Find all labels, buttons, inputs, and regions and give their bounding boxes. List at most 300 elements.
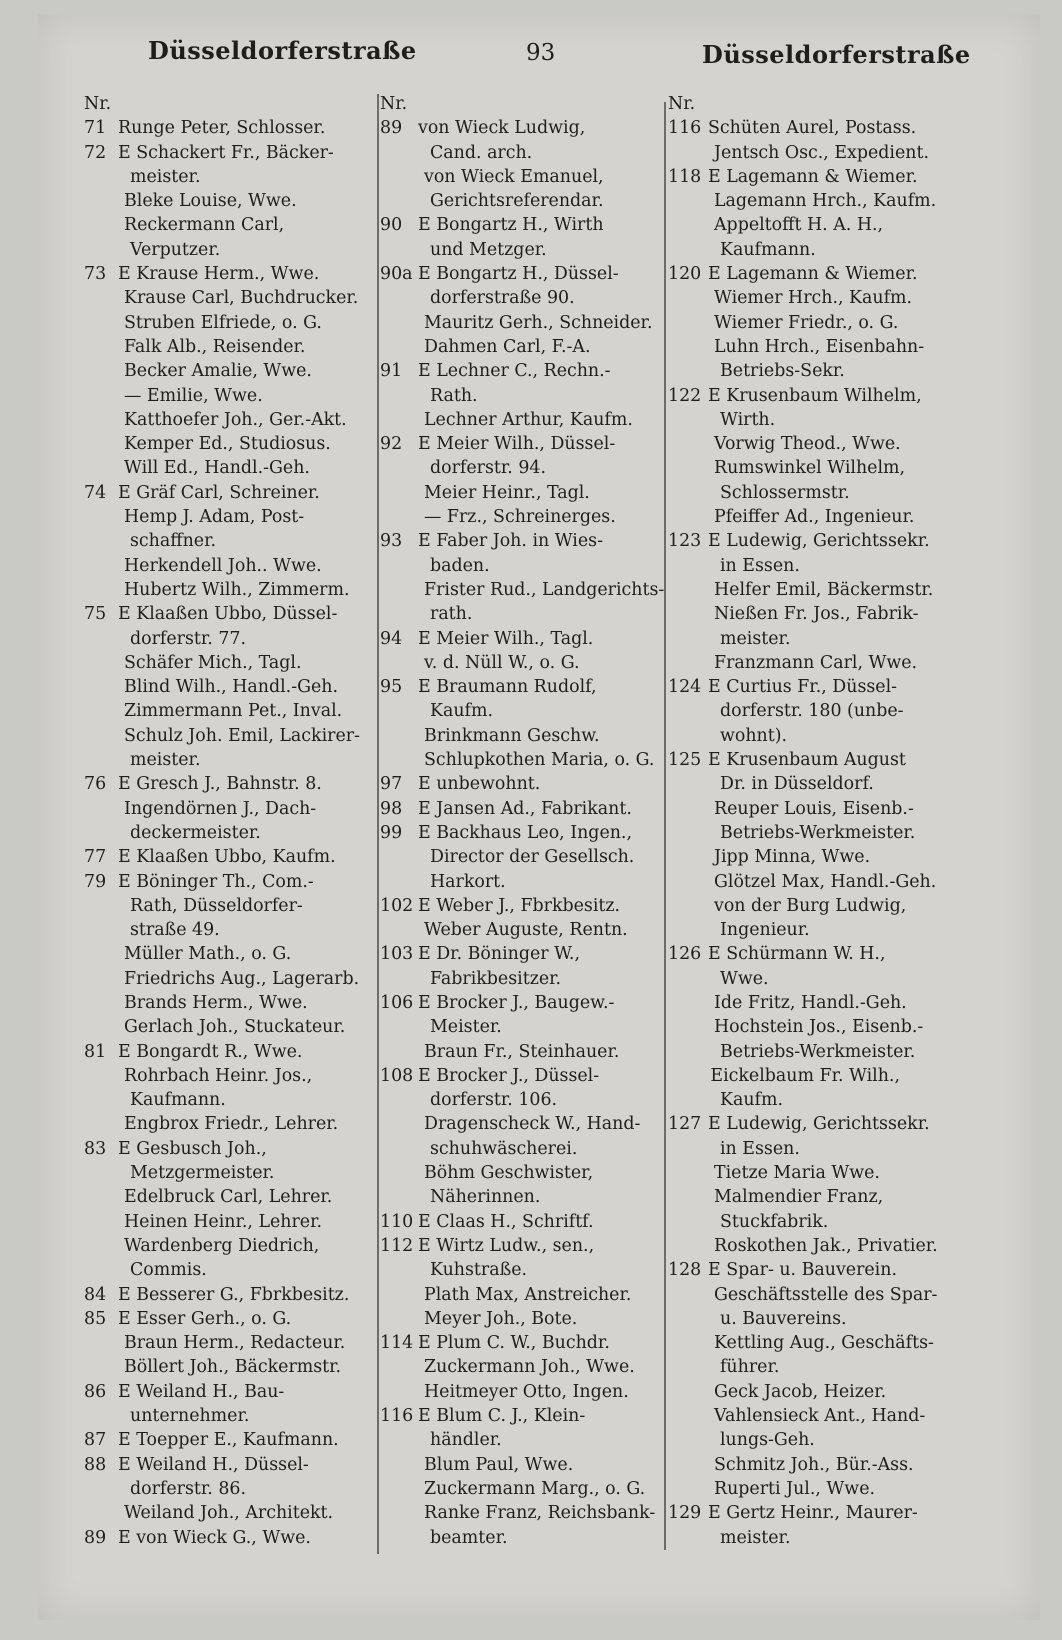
entry-text: E Meier Wilh., Düssel- (418, 434, 616, 455)
directory-entry (668, 408, 1018, 432)
directory-entry (668, 311, 1018, 335)
entry-text: Gerlach Joh., Stuckateur. (124, 1017, 346, 1038)
entry-text: Blum Paul, Wwe. (424, 1454, 574, 1475)
entry-text: Will Ed., Handl.-Geh. (124, 458, 310, 479)
entry-text: Verputzer. (130, 239, 221, 260)
entry-text: Schüten Aurel, Postass. (708, 118, 917, 139)
entry-text: E Krusenbaum Wilhelm, (708, 385, 922, 406)
directory-entry (380, 1331, 690, 1355)
entry-text: dorferstr. 77. (130, 628, 246, 649)
entry-text: Plath Max, Anstreicher. (424, 1284, 632, 1305)
directory-entry (84, 724, 414, 748)
page-header (38, 36, 1040, 76)
entry-text: Blind Wilh., Handl.-Geh. (124, 677, 338, 698)
entry-text: Vahlensieck Ant., Hand- (714, 1406, 926, 1427)
directory-column-3 (668, 92, 1018, 1550)
directory-entry (668, 335, 1018, 359)
directory-entry (380, 238, 690, 262)
entry-text: E Wirtz Ludw., sen., (418, 1235, 595, 1256)
house-number: 73 (84, 264, 107, 285)
page-number: 93 (526, 40, 556, 66)
directory-entry (84, 1331, 414, 1355)
house-number: 108 (380, 1065, 414, 1086)
directory-entry (668, 286, 1018, 310)
entry-text: Herkendell Joh.. Wwe. (124, 555, 322, 576)
entry-text: E Weber J., Fbrkbesitz. (418, 895, 621, 916)
directory-entry (668, 1355, 1018, 1379)
entry-text: deckermeister. (130, 822, 261, 843)
entry-text: Hubertz Wilh., Zimmerm. (124, 579, 350, 600)
entry-text: dorferstraße 90. (430, 288, 575, 309)
directory-entry (84, 1258, 414, 1282)
directory-entry (380, 1355, 690, 1379)
directory-entry (84, 1161, 414, 1185)
directory-entry (380, 456, 690, 480)
entry-text: u. Bauvereins. (720, 1308, 847, 1329)
directory-entry (668, 432, 1018, 456)
directory-entry (668, 554, 1018, 578)
house-number: 91 (380, 361, 403, 382)
entry-text: Zimmermann Pet., Inval. (124, 701, 343, 722)
house-number: Nr. (668, 94, 696, 114)
directory-entry (380, 942, 690, 966)
house-number: 125 (668, 750, 702, 771)
entry-text: Metzgermeister. (130, 1163, 275, 1184)
entry-text: — Frz., Schreinerges. (424, 507, 616, 528)
directory-entry (84, 189, 414, 213)
entry-text: Ranke Franz, Reichsbank- (424, 1503, 656, 1524)
entry-text: Heinen Heinr., Lehrer. (124, 1211, 323, 1232)
house-number: Nr. (380, 94, 408, 114)
entry-text: E Jansen Ad., Fabrikant. (418, 798, 632, 819)
entry-text: Wardenberg Diedrich, (124, 1235, 320, 1256)
entry-text: Frister Rud., Landgerichts- (424, 579, 665, 600)
entry-text: v. d. Nüll W., o. G. (424, 652, 580, 673)
house-number: 87 (84, 1430, 107, 1451)
entry-text: führer. (720, 1357, 780, 1378)
house-number: 94 (380, 628, 403, 649)
directory-entry (380, 505, 690, 529)
directory-entry (84, 238, 414, 262)
entry-text: E Backhaus Leo, Ingen., (418, 822, 632, 843)
house-number: 126 (668, 944, 702, 965)
entry-text: Dahmen Carl, F.-A. (424, 336, 591, 357)
house-number: 89 (380, 118, 403, 139)
entry-text: E Faber Joh. in Wies- (418, 531, 603, 552)
directory-entry (84, 578, 414, 602)
entry-text: von der Burg Ludwig, (714, 895, 907, 916)
entry-text: Vorwig Theod., Wwe. (714, 434, 901, 455)
directory-entry (380, 432, 690, 456)
entry-text: Runge Peter, Schlosser. (118, 118, 326, 139)
directory-entry (84, 529, 414, 553)
directory-entry (380, 894, 690, 918)
directory-entry (668, 213, 1018, 237)
entry-text: von Wieck Emanuel, (424, 166, 604, 187)
entry-text: meister. (720, 628, 791, 649)
directory-entry (668, 1453, 1018, 1477)
entry-text: meister. (130, 166, 201, 187)
directory-entry (380, 1428, 690, 1452)
entry-text: E Brocker J., Düssel- (418, 1065, 600, 1086)
house-number: 76 (84, 774, 107, 795)
directory-entry (668, 262, 1018, 286)
entry-text: Brinkmann Geschw. (424, 725, 600, 746)
directory-entry (84, 845, 414, 869)
entry-text: meister. (720, 1527, 791, 1548)
directory-entry (380, 481, 690, 505)
directory-entry (380, 408, 690, 432)
house-number: 71 (84, 118, 107, 139)
column-heading (668, 92, 1018, 116)
entry-text: E Gesbusch Joh., (118, 1138, 267, 1159)
directory-entry (668, 1112, 1018, 1136)
directory-entry (380, 262, 690, 286)
entry-text: Kettling Aug., Geschäfts- (714, 1333, 934, 1354)
directory-entry (380, 529, 690, 553)
entry-text: Luhn Hrch., Eisenbahn- (714, 336, 925, 357)
house-number: 74 (84, 482, 107, 503)
directory-entry (380, 1040, 690, 1064)
entry-text: Ingenieur. (720, 920, 810, 941)
entry-text: E Blum C. J., Klein- (418, 1406, 586, 1427)
directory-entry (84, 1428, 414, 1452)
directory-entry (668, 1258, 1018, 1282)
directory-entry (84, 1380, 414, 1404)
entry-text: Fabrikbesitzer. (430, 968, 562, 989)
directory-entry (668, 1234, 1018, 1258)
entry-text: Schäfer Mich., Tagl. (124, 652, 302, 673)
directory-entry (668, 1477, 1018, 1501)
entry-text: E Gertz Heinr., Maurer- (708, 1503, 918, 1524)
directory-entry (668, 821, 1018, 845)
directory-entry (380, 165, 690, 189)
entry-text: Weber Auguste, Rentn. (424, 920, 628, 941)
directory-entry (380, 602, 690, 626)
entry-text: Ruperti Jul., Wwe. (714, 1478, 876, 1499)
directory-entry (668, 651, 1018, 675)
entry-text: E Curtius Fr., Düssel- (708, 677, 898, 698)
directory-entry (380, 1112, 690, 1136)
directory-entry (668, 141, 1018, 165)
directory-entry (668, 772, 1018, 796)
directory-entry (84, 967, 414, 991)
directory-entry (380, 384, 690, 408)
entry-text: E Besserer G., Fbrkbesitz. (118, 1284, 350, 1305)
entry-text: schuhwäscherei. (430, 1138, 578, 1159)
directory-entry (380, 1477, 690, 1501)
entry-text: Glötzel Max, Handl.-Geh. (714, 871, 937, 892)
entry-text: Weiland Joh., Architekt. (124, 1503, 334, 1524)
entry-text: Kaufmann. (130, 1090, 226, 1111)
directory-entry (84, 748, 414, 772)
entry-text: beamter. (430, 1527, 508, 1548)
house-number: 118 (668, 166, 702, 187)
directory-entry (380, 1258, 690, 1282)
directory-entry (668, 456, 1018, 480)
directory-entry (668, 1404, 1018, 1428)
entry-text: baden. (430, 555, 490, 576)
house-number: 102 (380, 895, 414, 916)
directory-entry (380, 1088, 690, 1112)
entry-text: E Klaaßen Ubbo, Düssel- (118, 604, 338, 625)
entry-text: E Schackert Fr., Bäcker- (118, 142, 334, 163)
directory-entry (84, 651, 414, 675)
house-number: 95 (380, 677, 403, 698)
directory-entry (380, 578, 690, 602)
entry-text: E Schürmann W. H., (708, 944, 886, 965)
entry-text: Helfer Emil, Bäckermstr. (714, 579, 934, 600)
house-number: 88 (84, 1454, 107, 1475)
entry-text: E Bongartz H., Düssel- (418, 264, 619, 285)
entry-text: E Brocker J., Baugew.- (418, 992, 615, 1013)
entry-text: E Gräf Carl, Schreiner. (118, 482, 320, 503)
entry-text: Engbrox Friedr., Lehrer. (124, 1114, 339, 1135)
directory-entry (84, 1307, 414, 1331)
entry-text: dorferstr. 94. (430, 458, 546, 479)
entry-text: Wiemer Friedr., o. G. (714, 312, 899, 333)
entry-text: Müller Math., o. G. (124, 944, 292, 965)
directory-entry (380, 627, 690, 651)
entry-text: Friedrichs Aug., Lagerarb. (124, 968, 360, 989)
directory-entry (380, 213, 690, 237)
entry-text: Ide Fritz, Handl.-Geh. (714, 992, 907, 1013)
directory-entry (84, 797, 414, 821)
entry-text: E Gresch J., Bahnstr. 8. (118, 774, 322, 795)
entry-text: E Meier Wilh., Tagl. (418, 628, 594, 649)
entry-text: Hochstein Jos., Eisenb.- (714, 1017, 924, 1038)
house-number: 81 (84, 1041, 107, 1062)
directory-entry (84, 141, 414, 165)
entry-text: Näherinnen. (430, 1187, 541, 1208)
house-number: 86 (84, 1381, 107, 1402)
directory-entry (84, 1088, 414, 1112)
house-number: 79 (84, 871, 107, 892)
directory-entry (668, 699, 1018, 723)
directory-entry (668, 165, 1018, 189)
directory-column-2 (380, 92, 690, 1550)
directory-entry (84, 699, 414, 723)
entry-text: Jipp Minna, Wwe. (714, 847, 871, 868)
entry-text: Kaufm. (720, 1090, 784, 1111)
directory-entry (84, 1404, 414, 1428)
directory-entry (380, 1380, 690, 1404)
entry-text: wohnt). (720, 725, 788, 746)
directory-entry (668, 1040, 1018, 1064)
house-number: 120 (668, 264, 702, 285)
directory-entry (668, 529, 1018, 553)
directory-entry (380, 991, 690, 1015)
directory-entry (84, 335, 414, 359)
entry-text: Director der Gesellsch. (430, 847, 635, 868)
entry-text: Betriebs-Sekr. (720, 361, 845, 382)
directory-entry (84, 286, 414, 310)
directory-entry (84, 408, 414, 432)
entry-text: Rumswinkel Wilhelm, (714, 458, 906, 479)
entry-text: E Krusenbaum August (708, 750, 906, 771)
entry-text: Mauritz Gerh., Schneider. (424, 312, 653, 333)
entry-text: in Essen. (720, 555, 800, 576)
entry-text: E Bongardt R., Wwe. (118, 1041, 303, 1062)
directory-entry (84, 772, 414, 796)
directory-entry (380, 1137, 690, 1161)
entry-text: Cand. arch. (430, 142, 533, 163)
directory-entry (380, 967, 690, 991)
entry-text: Heitmeyer Otto, Ingen. (424, 1381, 629, 1402)
entry-text: E Weiland H., Düssel- (118, 1454, 309, 1475)
entry-text: Katthoefer Joh., Ger.-Akt. (124, 409, 347, 430)
entry-text: in Essen. (720, 1138, 800, 1159)
running-head-left: Düsseldorferstraße (148, 36, 417, 65)
directory-entry (380, 1064, 690, 1088)
entry-text: E Claas H., Schriftf. (418, 1211, 594, 1232)
directory-entry (668, 1064, 1018, 1088)
directory-entry (380, 651, 690, 675)
entry-text: Braun Herm., Redacteur. (124, 1333, 346, 1354)
running-head-right: Düsseldorferstraße (702, 40, 971, 69)
directory-column-1 (84, 92, 414, 1550)
house-number: 116 (380, 1406, 414, 1427)
house-number: 123 (668, 531, 702, 552)
directory-entry (380, 1453, 690, 1477)
entry-text: Ingendörnen J., Dach- (124, 798, 317, 819)
house-number: 77 (84, 847, 107, 868)
entry-text: E Weiland H., Bau- (118, 1381, 285, 1402)
directory-entry (380, 1234, 690, 1258)
directory-entry (380, 1501, 690, 1525)
entry-text: E Bongartz H., Wirth (418, 215, 604, 236)
entry-text: Meier Heinr., Tagl. (424, 482, 590, 503)
directory-entry (668, 845, 1018, 869)
house-number: 127 (668, 1114, 702, 1135)
directory-entry (668, 116, 1018, 140)
entry-text: Schlossermstr. (720, 482, 850, 503)
entry-text: Schlupkothen Maria, o. G. (424, 750, 655, 771)
directory-entry (84, 1210, 414, 1234)
directory-entry (668, 675, 1018, 699)
entry-text: und Metzger. (430, 239, 547, 260)
entry-text: E Spar- u. Bauverein. (708, 1260, 897, 1281)
house-number: 89 (84, 1527, 107, 1548)
directory-entry (668, 1307, 1018, 1331)
entry-text: Geck Jacob, Heizer. (714, 1381, 887, 1402)
directory-entry (84, 942, 414, 966)
house-number: 90 (380, 215, 403, 236)
directory-entry (84, 675, 414, 699)
entry-text: Lechner Arthur, Kaufm. (424, 409, 633, 430)
entry-text: händler. (430, 1430, 502, 1451)
entry-text: Becker Amalie, Wwe. (124, 361, 312, 382)
directory-entry (84, 554, 414, 578)
directory-entry (668, 1137, 1018, 1161)
directory-entry (84, 627, 414, 651)
directory-entry (380, 1526, 690, 1550)
entry-text: Schmitz Joh., Bür.-Ass. (714, 1454, 914, 1475)
directory-entry (84, 384, 414, 408)
directory-entry (668, 1161, 1018, 1185)
entry-text: E Toepper E., Kaufmann. (118, 1430, 339, 1451)
entry-text: Kaufm. (430, 701, 494, 722)
directory-entry (668, 1088, 1018, 1112)
entry-text: E Ludewig, Gerichtssekr. (708, 531, 930, 552)
directory-entry (380, 772, 690, 796)
directory-entry (380, 286, 690, 310)
house-number: 129 (668, 1503, 702, 1524)
directory-entry (668, 748, 1018, 772)
directory-entry (668, 384, 1018, 408)
entry-text: straße 49. (130, 920, 220, 941)
house-number: 84 (84, 1284, 107, 1305)
entry-text: Roskothen Jak., Privatier. (714, 1235, 938, 1256)
entry-text: Meyer Joh., Bote. (424, 1308, 578, 1329)
house-number: 72 (84, 142, 107, 163)
entry-text: Böhm Geschwister, (424, 1163, 594, 1184)
directory-entry (84, 1283, 414, 1307)
directory-entry (380, 554, 690, 578)
directory-entry (84, 1185, 414, 1209)
house-number: 124 (668, 677, 702, 698)
directory-entry (380, 821, 690, 845)
house-number: 112 (380, 1235, 414, 1256)
house-number: 110 (380, 1211, 414, 1232)
entry-text: E Böninger Th., Com.- (118, 871, 314, 892)
entry-text: Geschäftsstelle des Spar- (714, 1284, 938, 1305)
entry-text: Kaufmann. (720, 239, 816, 260)
directory-entry (380, 189, 690, 213)
entry-text: Malmendier Franz, (714, 1187, 884, 1208)
entry-text: Jentsch Osc., Expedient. (714, 142, 929, 163)
entry-text: Franzmann Carl, Wwe. (714, 652, 918, 673)
entry-text: E Esser Gerh., o. G. (118, 1308, 292, 1329)
entry-text: Rath, Düsseldorfer- (130, 895, 303, 916)
entry-text: unternehmer. (130, 1406, 250, 1427)
entry-text: E von Wieck G., Wwe. (118, 1527, 311, 1548)
entry-text: Kuhstraße. (430, 1260, 528, 1281)
directory-entry (668, 1210, 1018, 1234)
entry-text: E unbewohnt. (418, 774, 541, 795)
directory-entry (84, 116, 414, 140)
entry-text: E Lagemann & Wiemer. (708, 166, 918, 187)
entry-text: Rohrbach Heinr. Jos., (124, 1065, 313, 1086)
directory-entry (84, 1015, 414, 1039)
entry-text: E Klaaßen Ubbo, Kaufm. (118, 847, 336, 868)
directory-page (38, 14, 1040, 1620)
directory-entry (84, 1234, 414, 1258)
entry-text: E Lagemann & Wiemer. (708, 264, 918, 285)
directory-entry (668, 1331, 1018, 1355)
directory-entry (668, 797, 1018, 821)
directory-entry (380, 797, 690, 821)
directory-entry (668, 1526, 1018, 1550)
directory-entry (380, 1307, 690, 1331)
entry-text: Braun Fr., Steinhauer. (424, 1041, 620, 1062)
entry-text: Kemper Ed., Studiosus. (124, 434, 331, 455)
directory-entry (84, 1355, 414, 1379)
entry-text: Wirth. (720, 409, 776, 430)
directory-entry (84, 456, 414, 480)
directory-entry (380, 1185, 690, 1209)
entry-text: E Braumann Rudolf, (418, 677, 597, 698)
directory-entry (668, 627, 1018, 651)
entry-text: dorferstr. 180 (unbe- (720, 701, 904, 722)
directory-entry (380, 1161, 690, 1185)
directory-entry (380, 1015, 690, 1039)
directory-entry (84, 870, 414, 894)
entry-text: Edelbruck Carl, Lehrer. (124, 1187, 333, 1208)
directory-entry (84, 481, 414, 505)
entry-text: Appeltofft H. A. H., (714, 215, 884, 236)
entry-text: Wwe. (720, 968, 769, 989)
